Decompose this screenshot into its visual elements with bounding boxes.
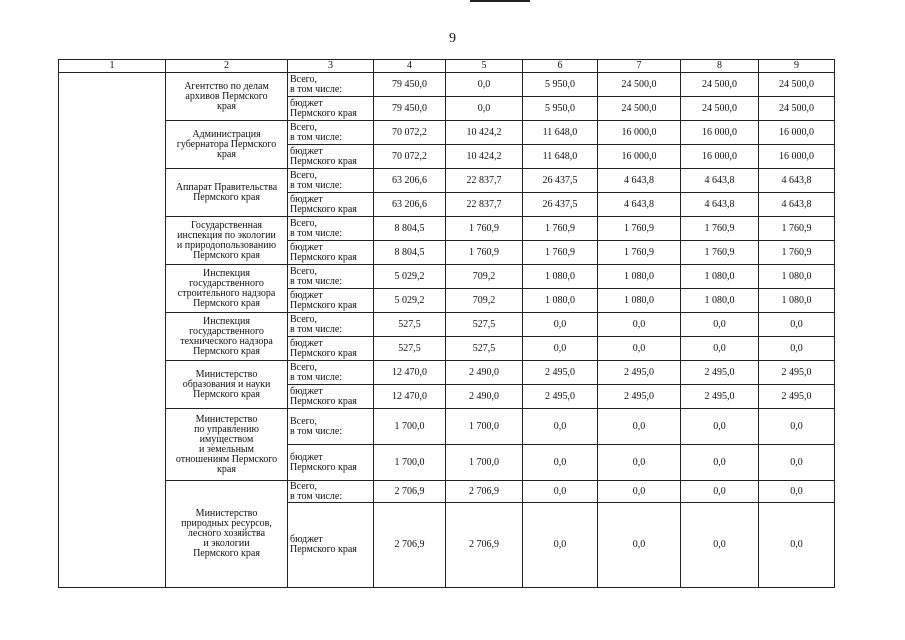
amount-cell: 0,0 [759, 481, 835, 503]
amount-cell: 0,0 [523, 337, 598, 361]
column-header: 2 [166, 60, 288, 73]
amount-cell: 1 700,0 [374, 445, 446, 481]
organization-name-line: Администрация [192, 128, 261, 140]
amount-cell: 0,0 [598, 337, 681, 361]
amount-cell: 5 950,0 [523, 73, 598, 97]
amount-cell: 26 437,5 [523, 193, 598, 217]
amount-cell: 0,0 [759, 337, 835, 361]
column-header: 4 [374, 60, 446, 73]
amount-cell: 26 437,5 [523, 169, 598, 193]
amount-cell: 63 206,6 [374, 193, 446, 217]
column-header: 5 [446, 60, 523, 73]
amount-cell: 2 495,0 [681, 361, 759, 385]
amount-cell: 0,0 [523, 503, 598, 588]
amount-cell: 0,0 [523, 481, 598, 503]
amount-cell: 1 080,0 [759, 289, 835, 313]
amount-cell: 4 643,8 [681, 169, 759, 193]
amount-cell: 0,0 [523, 445, 598, 481]
row-label-line: Всего, [290, 361, 318, 373]
budget-table [58, 59, 835, 588]
amount-cell: 8 804,5 [374, 241, 446, 265]
table-row [59, 265, 835, 289]
amount-cell: 12 470,0 [374, 385, 446, 409]
amount-cell: 527,5 [374, 313, 446, 337]
amount-cell: 1 080,0 [598, 265, 681, 289]
row-label [288, 265, 374, 289]
amount-cell: 1 080,0 [681, 265, 759, 289]
amount-cell: 79 450,0 [374, 97, 446, 121]
amount-cell: 1 080,0 [598, 289, 681, 313]
row-label-line: в том числе: [290, 490, 343, 502]
amount-cell: 0,0 [598, 445, 681, 481]
row-label-line: Пермского края [290, 107, 357, 119]
row-label-line: Всего, [290, 73, 318, 85]
amount-cell: 63 206,6 [374, 169, 446, 193]
amount-cell: 0,0 [681, 337, 759, 361]
organization-name-line: технического надзора [180, 335, 273, 347]
amount-cell: 5 029,2 [374, 265, 446, 289]
amount-cell: 4 643,8 [598, 169, 681, 193]
row-label-line: бюджет [290, 534, 323, 545]
amount-cell: 2 706,9 [446, 481, 523, 503]
amount-cell: 1 700,0 [446, 445, 523, 481]
organization-name-line: Пермского края [193, 345, 260, 357]
table-row [59, 73, 835, 97]
amount-cell: 709,2 [446, 289, 523, 313]
row-label-line: Пермского края [290, 203, 357, 215]
organization-name-line: инспекция по экологии [177, 229, 276, 241]
organization-name-line: и экологии [203, 538, 250, 549]
amount-cell: 2 495,0 [598, 385, 681, 409]
row-label-line: Пермского края [290, 155, 357, 167]
amount-cell: 0,0 [446, 97, 523, 121]
amount-cell: 1 760,9 [446, 217, 523, 241]
amount-cell: 1 760,9 [681, 217, 759, 241]
column-header: 8 [681, 60, 759, 73]
amount-cell: 11 648,0 [523, 121, 598, 145]
row-label-line: бюджет [290, 193, 323, 205]
amount-cell: 527,5 [446, 313, 523, 337]
header-row [59, 60, 835, 73]
row-label [288, 481, 374, 503]
table-row [59, 217, 835, 241]
amount-cell: 2 495,0 [523, 361, 598, 385]
amount-cell: 0,0 [759, 445, 835, 481]
amount-cell: 1 760,9 [598, 241, 681, 265]
organization-name-line: Агентство по делам [184, 80, 269, 92]
row-label [288, 361, 374, 385]
amount-cell: 0,0 [598, 481, 681, 503]
organization-name-line: Инспекция [203, 267, 250, 279]
column-header: 9 [759, 60, 835, 73]
amount-cell: 2 706,9 [374, 503, 446, 588]
amount-cell: 2 495,0 [759, 361, 835, 385]
organization-name-line: края [217, 148, 236, 160]
row-label-line: Пермского края [290, 251, 357, 263]
row-label-line: в том числе: [290, 131, 343, 143]
column-header: 1 [59, 60, 166, 73]
organization-name [166, 265, 288, 313]
organization-name-line: и земельным [199, 443, 254, 455]
amount-cell: 2 495,0 [523, 385, 598, 409]
organization-name-line: Пермского края [193, 191, 260, 203]
table-row [59, 481, 835, 503]
row-label-line: в том числе: [290, 371, 343, 383]
amount-cell: 2 706,9 [446, 503, 523, 588]
organization-name [166, 73, 288, 121]
amount-cell: 2 495,0 [681, 385, 759, 409]
row-label-line: Пермского края [290, 544, 357, 555]
column-1-cell [59, 73, 166, 588]
amount-cell: 0,0 [759, 409, 835, 445]
organization-name-line: Государственная [190, 219, 262, 231]
organization-name-line: образования и науки [182, 378, 271, 390]
organization-name-line: губернатора Пермского [176, 138, 277, 150]
amount-cell: 70 072,2 [374, 145, 446, 169]
amount-cell: 2 495,0 [598, 361, 681, 385]
top-rule [470, 0, 530, 2]
row-label-line: Всего, [290, 313, 318, 325]
amount-cell: 16 000,0 [681, 145, 759, 169]
row-label [288, 97, 374, 121]
organization-name-line: по управлению [194, 423, 259, 435]
amount-cell: 4 643,8 [598, 193, 681, 217]
amount-cell: 24 500,0 [681, 97, 759, 121]
amount-cell: 0,0 [759, 313, 835, 337]
amount-cell: 5 029,2 [374, 289, 446, 313]
amount-cell: 0,0 [759, 503, 835, 588]
row-label-line: бюджет [290, 385, 323, 397]
organization-name-line: лесного хозяйства [187, 528, 266, 539]
organization-name-line: Министерство [195, 368, 258, 380]
organization-name-line: государственного [189, 325, 264, 337]
table-row [59, 121, 835, 145]
amount-cell: 0,0 [446, 73, 523, 97]
amount-cell: 0,0 [681, 445, 759, 481]
amount-cell: 1 760,9 [759, 241, 835, 265]
amount-cell: 11 648,0 [523, 145, 598, 169]
row-label-line: в том числе: [290, 275, 343, 287]
table-row [59, 169, 835, 193]
row-label-line: бюджет [290, 145, 323, 157]
amount-cell: 4 643,8 [681, 193, 759, 217]
amount-cell: 0,0 [523, 313, 598, 337]
amount-cell: 2 706,9 [374, 481, 446, 503]
amount-cell: 1 760,9 [759, 217, 835, 241]
organization-name-line: Инспекция [203, 315, 250, 327]
amount-cell: 0,0 [681, 313, 759, 337]
row-label-line: Всего, [290, 480, 318, 492]
row-label [288, 169, 374, 193]
table-row [59, 409, 835, 445]
organization-name-line: Министерство [195, 413, 258, 425]
amount-cell: 1 080,0 [523, 265, 598, 289]
organization-name-line: строительного надзора [177, 287, 276, 299]
organization-name [166, 313, 288, 361]
organization-name-line: имуществом [199, 433, 254, 445]
amount-cell: 0,0 [681, 409, 759, 445]
amount-cell: 16 000,0 [598, 145, 681, 169]
row-label-line: в том числе: [290, 323, 343, 335]
organization-name [166, 217, 288, 265]
organization-name [166, 481, 288, 588]
row-label-line: бюджет [290, 337, 323, 349]
amount-cell: 12 470,0 [374, 361, 446, 385]
amount-cell: 709,2 [446, 265, 523, 289]
row-label-line: Пермского края [290, 299, 357, 311]
row-label [288, 193, 374, 217]
organization-name-line: Министерство [195, 508, 258, 519]
amount-cell: 10 424,2 [446, 145, 523, 169]
row-label [288, 73, 374, 97]
organization-name [166, 169, 288, 217]
organization-name-line: Пермского края [193, 388, 260, 400]
amount-cell: 5 950,0 [523, 97, 598, 121]
amount-cell: 1 700,0 [446, 409, 523, 445]
amount-cell: 24 500,0 [681, 73, 759, 97]
organization-name-line: Пермского края [193, 297, 260, 309]
row-label [288, 241, 374, 265]
amount-cell: 0,0 [681, 481, 759, 503]
amount-cell: 1 760,9 [598, 217, 681, 241]
amount-cell: 70 072,2 [374, 121, 446, 145]
amount-cell: 0,0 [598, 313, 681, 337]
row-label-line: Пермского края [290, 395, 357, 407]
amount-cell: 2 490,0 [446, 361, 523, 385]
amount-cell: 0,0 [598, 409, 681, 445]
organization-name-line: края [217, 463, 236, 475]
row-label-line: Пермского края [290, 347, 357, 359]
amount-cell: 24 500,0 [759, 73, 835, 97]
amount-cell: 16 000,0 [759, 121, 835, 145]
row-label [288, 313, 374, 337]
amount-cell: 79 450,0 [374, 73, 446, 97]
amount-cell: 1 760,9 [681, 241, 759, 265]
amount-cell: 16 000,0 [681, 121, 759, 145]
amount-cell: 22 837,7 [446, 169, 523, 193]
row-label-line: в том числе: [290, 83, 343, 95]
row-label-line: Пермского края [290, 461, 357, 473]
amount-cell: 527,5 [446, 337, 523, 361]
amount-cell: 16 000,0 [598, 121, 681, 145]
amount-cell: 24 500,0 [598, 73, 681, 97]
amount-cell: 10 424,2 [446, 121, 523, 145]
row-label [288, 445, 374, 481]
amount-cell: 2 495,0 [759, 385, 835, 409]
row-label-line: Всего, [290, 121, 318, 133]
organization-name-line: края [217, 100, 236, 112]
row-label-line: Всего, [290, 169, 318, 181]
amount-cell: 1 760,9 [523, 241, 598, 265]
row-label-line: бюджет [290, 451, 323, 463]
row-label-line: в том числе: [290, 425, 343, 437]
amount-cell: 8 804,5 [374, 217, 446, 241]
organization-name-line: отношениям Пермского [175, 453, 278, 465]
amount-cell: 2 490,0 [446, 385, 523, 409]
row-label-line: Всего, [290, 415, 318, 427]
amount-cell: 527,5 [374, 337, 446, 361]
row-label-line: в том числе: [290, 227, 343, 239]
organization-name-line: природных ресурсов, [181, 518, 272, 529]
row-label [288, 337, 374, 361]
amount-cell: 0,0 [681, 503, 759, 588]
row-label [288, 145, 374, 169]
amount-cell: 22 837,7 [446, 193, 523, 217]
row-label [288, 217, 374, 241]
row-label-line: бюджет [290, 241, 323, 253]
organization-name-line: архивов Пермского [185, 90, 268, 102]
amount-cell: 24 500,0 [598, 97, 681, 121]
organization-name [166, 361, 288, 409]
row-label-line: бюджет [290, 289, 323, 301]
amount-cell: 24 500,0 [759, 97, 835, 121]
row-label-line: Всего, [290, 265, 318, 277]
row-label [288, 385, 374, 409]
row-label-line: в том числе: [290, 179, 343, 191]
organization-name-line: государственного [189, 277, 264, 289]
amount-cell: 16 000,0 [759, 145, 835, 169]
table-row [59, 361, 835, 385]
organization-name-line: Пермского края [193, 548, 260, 559]
column-header: 3 [288, 60, 374, 73]
amount-cell: 1 080,0 [523, 289, 598, 313]
row-label [288, 121, 374, 145]
amount-cell: 0,0 [523, 409, 598, 445]
row-label [288, 409, 374, 445]
amount-cell: 1 080,0 [759, 265, 835, 289]
organization-name [166, 121, 288, 169]
organization-name-line: Аппарат Правительства [175, 181, 278, 193]
amount-cell: 4 643,8 [759, 193, 835, 217]
row-label-line: Всего, [290, 217, 318, 229]
amount-cell: 1 760,9 [446, 241, 523, 265]
amount-cell: 0,0 [598, 503, 681, 588]
amount-cell: 1 080,0 [681, 289, 759, 313]
table-row [59, 313, 835, 337]
column-header: 7 [598, 60, 681, 73]
row-label-line: бюджет [290, 97, 323, 109]
organization-name-line: и природопользованию [176, 239, 277, 251]
page-number: 9 [449, 31, 456, 46]
row-label [288, 289, 374, 313]
column-header: 6 [523, 60, 598, 73]
table-body [59, 60, 835, 588]
amount-cell: 1 760,9 [523, 217, 598, 241]
amount-cell: 1 700,0 [374, 409, 446, 445]
organization-name [166, 409, 288, 481]
organization-name-line: Пермского края [193, 249, 260, 261]
amount-cell: 4 643,8 [759, 169, 835, 193]
row-label [288, 503, 374, 588]
